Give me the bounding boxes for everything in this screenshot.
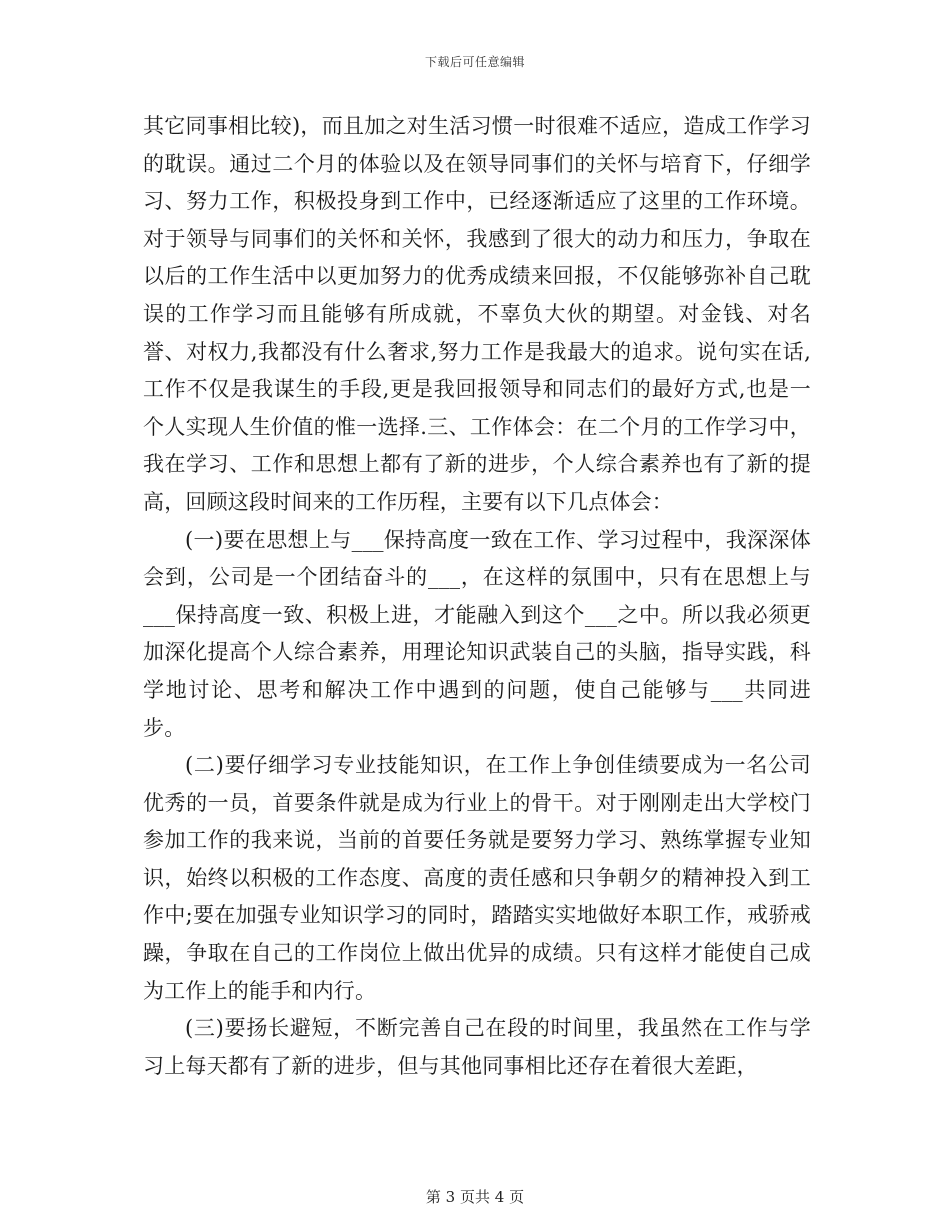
page-footer: 第 3 页共 4 页 <box>425 1188 525 1206</box>
paragraph-1: 其它同事相比较)，而且加之对生活习惯一时很难不适应，造成工作学习的耽误。通过二个月的体验以及在领导同事们的关怀与培育下，仔细学习、努力工作，积极投身到工作中，已经逐渐适应了这里的工作环境。对于领导与同事们的关怀和关怀，我感到了很大的动力和压力，争取在以后的工作生活中以更加努力的优秀成绩来回报，不仅能够弥补自己耽误的工作学习而且能够有所成就，不辜负大伙的期望。对金钱、对名誉、对权力,我都没有什么奢求,努力工作是我最大的追求。说句实在话,工作不仅是我谋生的手段,更是我回报领导和同志们的最好方式,也是一个人实现人生价值的惟一选择.三、工作体会：在二个月的工作学习中，我在学习、工作和思想上都有了新的进步，个人综合素养也有了新的提高，回顾这段时间来的工作历程，主要有以下几点体会： <box>143 114 811 514</box>
page-header: 下载后可任意编辑 <box>424 55 525 69</box>
paragraph-4: (三)要扬长避短，不断完善自己在段的时间里，我虽然在工作与学习上每天都有了新的进步，但与其他同事相比还存在着很大差距， <box>143 1016 811 1078</box>
paragraph-2: (一)要在思想上与___保持高度一致在工作、学习过程中，我深深体会到，公司是一个团结奋斗的___，在这样的氛围中，只有在思想上与___保持高度一致、积极上进，才能融入到这个___之中。所以我必须更加深化提高个人综合素养，用理论知识武装自己的头脑，指导实践，科学地讨论、思考和解决工作中遇到的问题，使自己能够与___共同进步。 <box>143 527 811 740</box>
document-body <box>143 108 811 1085</box>
paragraph-3: (二)要仔细学习专业技能知识，在工作上争创佳绩要成为一名公司优秀的一员，首要条件就是成为行业上的骨干。对于刚刚走出大学校门参加工作的我来说，当前的首要任务就是要努力学习、熟练掌握专业知识，始终以积极的工作态度、高度的责任感和只争朝夕的精神投入到工作中;要在加强专业知识学习的同时，踏踏实实地做好本职工作，戒骄戒躁，争取在自己的工作岗位上做出优异的成绩。只有这样才能使自己成为工作上的能手和内行。 <box>143 753 811 1003</box>
